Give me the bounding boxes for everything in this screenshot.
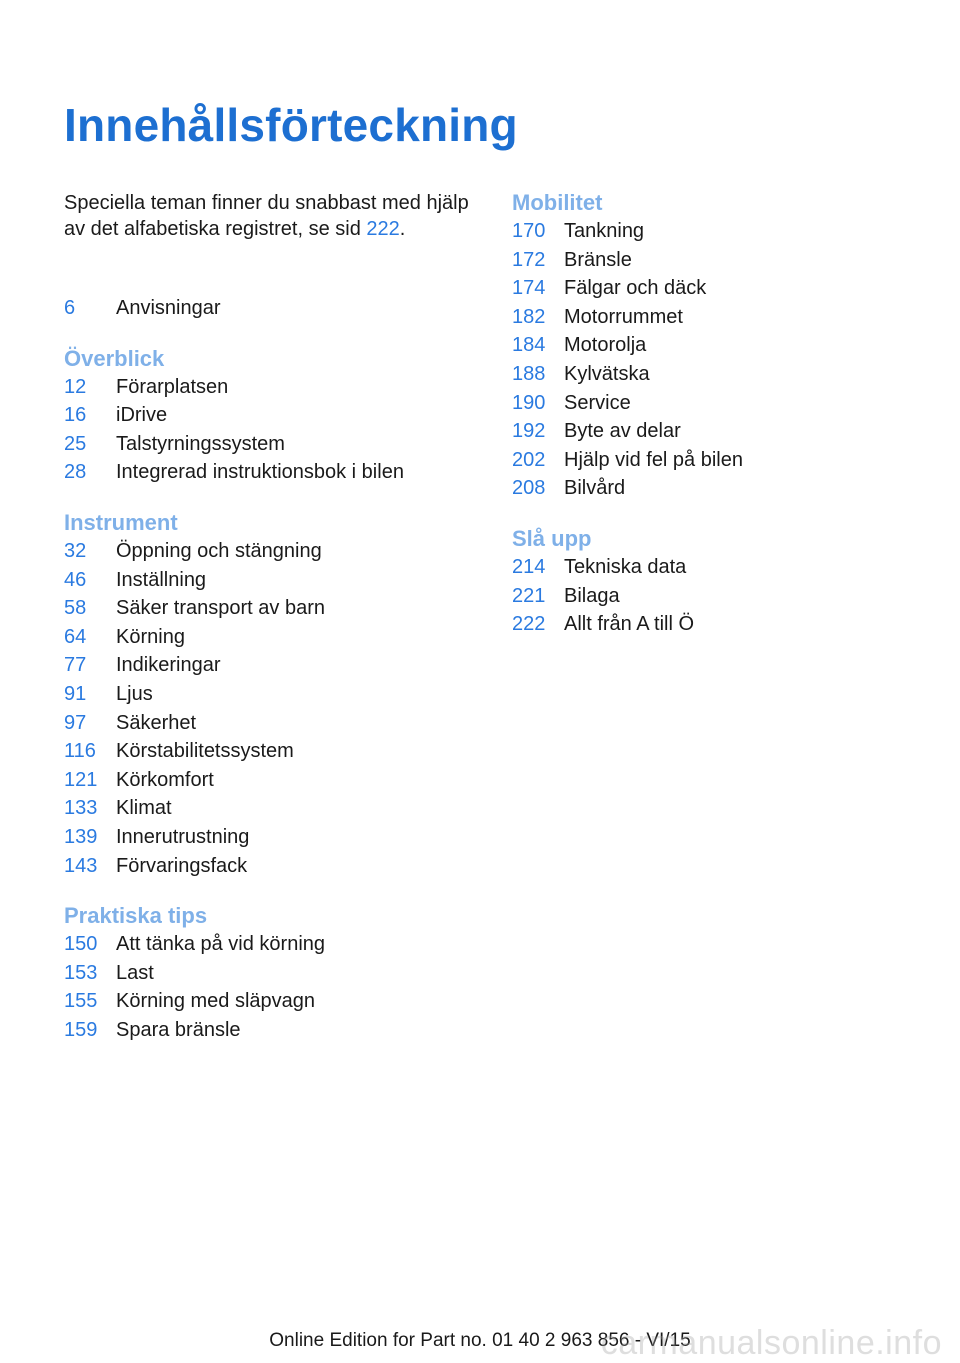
page-number[interactable]: 153 <box>64 961 98 984</box>
toc-entry[interactable] <box>512 331 932 360</box>
toc-section <box>64 294 484 323</box>
page-number[interactable]: 188 <box>512 362 546 385</box>
entry-label: Körning <box>116 625 185 648</box>
page-title: Innehållsförteckning <box>64 99 518 151</box>
page-number[interactable]: 58 <box>64 597 87 620</box>
page-number[interactable]: 159 <box>64 1018 98 1041</box>
toc-entry[interactable] <box>64 852 484 881</box>
page-number[interactable]: 91 <box>64 682 87 705</box>
toc-entry[interactable] <box>64 623 484 652</box>
toc-entry[interactable] <box>64 794 484 823</box>
entry-label: Hjälp vid fel på bilen <box>564 448 743 471</box>
entry-label: Service <box>564 391 631 414</box>
entry-label: Kylvätska <box>564 362 650 385</box>
toc-entry[interactable] <box>64 373 484 402</box>
page-number[interactable]: 97 <box>64 711 87 734</box>
toc-entry[interactable] <box>64 766 484 795</box>
toc-section <box>64 345 484 487</box>
toc-entry[interactable] <box>512 274 932 303</box>
page-number[interactable]: 139 <box>64 825 98 848</box>
toc-entry[interactable] <box>64 959 484 988</box>
entry-label: Säkerhet <box>116 711 197 734</box>
toc-column-right <box>512 189 932 639</box>
page-number[interactable]: 184 <box>512 334 546 357</box>
toc-entry[interactable] <box>512 553 932 582</box>
toc-entry[interactable] <box>512 217 932 246</box>
section-heading: Slå upp <box>512 525 592 551</box>
entry-label: Fälgar och däck <box>564 277 707 300</box>
entry-label: Tankning <box>564 220 645 242</box>
entry-label: Allt från A till Ö <box>564 613 695 636</box>
entry-label: Bilaga <box>564 584 620 607</box>
entry-label: Talstyrningssystem <box>116 432 285 455</box>
toc-entry[interactable] <box>512 417 932 446</box>
entry-label: Ljus <box>116 682 153 705</box>
intro-paragraph <box>64 190 484 242</box>
entry-label: Bilvård <box>564 477 626 500</box>
toc-entry[interactable] <box>512 246 932 275</box>
page-number[interactable]: 46 <box>64 568 87 591</box>
footer-edition: Online Edition for Part no. 01 40 2 963 856 - VI/15 <box>269 1330 691 1351</box>
intro-suffix: . <box>399 218 406 240</box>
page-number[interactable]: 143 <box>64 854 98 877</box>
toc-section <box>512 525 932 639</box>
toc-entry[interactable] <box>64 651 484 680</box>
intro-page-link[interactable]: 222 <box>366 218 400 240</box>
page-number[interactable]: 133 <box>64 797 98 820</box>
entry-label: Bränsle <box>564 248 632 271</box>
page-number[interactable]: 28 <box>64 461 87 484</box>
page-number[interactable]: 202 <box>512 448 546 471</box>
entry-label: Motorrummet <box>564 305 683 328</box>
page-number[interactable]: 121 <box>64 768 98 791</box>
page-number[interactable]: 150 <box>64 933 98 956</box>
entry-label: Öppning och stängning <box>116 539 322 562</box>
page-number[interactable]: 172 <box>512 248 546 271</box>
entry-label: Innerutrustning <box>116 825 250 848</box>
page-number[interactable]: 116 <box>64 740 96 763</box>
entry-label: Körning med släpvagn <box>116 990 316 1013</box>
toc-section <box>64 902 484 1044</box>
watermark: carmanualsonline.info <box>600 1324 942 1362</box>
toc-entry[interactable] <box>512 582 932 611</box>
toc-entry[interactable] <box>64 430 484 459</box>
page-number[interactable]: 64 <box>64 625 87 648</box>
toc-entry[interactable] <box>64 401 484 430</box>
intro-text: Speciella teman finner du snabbast med hjälp av det alfabetiska registret, se sid <box>64 192 469 240</box>
page-number[interactable]: 170 <box>512 220 546 242</box>
entry-label: Förarplatsen <box>116 375 229 398</box>
entry-label: Indikeringar <box>116 654 221 677</box>
toc-entry[interactable] <box>512 360 932 389</box>
toc-entry[interactable] <box>64 294 484 323</box>
entry-label: Inställning <box>116 568 207 591</box>
page-number[interactable]: 12 <box>64 375 87 398</box>
page-number[interactable]: 77 <box>64 654 87 677</box>
page-number[interactable]: 190 <box>512 391 546 414</box>
toc-entry[interactable] <box>64 709 484 738</box>
page-number[interactable]: 32 <box>64 539 87 562</box>
entry-label: Byte av delar <box>564 420 681 443</box>
toc-entry[interactable] <box>512 389 932 418</box>
page-number[interactable]: 155 <box>64 990 98 1013</box>
section-heading: Praktiska tips <box>64 903 208 929</box>
page-number[interactable]: 6 <box>64 297 76 319</box>
toc-entry[interactable] <box>64 680 484 709</box>
toc-entry[interactable] <box>64 987 484 1016</box>
toc-entry[interactable] <box>64 930 484 959</box>
entry-label: iDrive <box>116 404 168 427</box>
page-number[interactable]: 25 <box>64 432 87 455</box>
entry-label: Integrerad instruktionsbok i bilen <box>116 461 404 484</box>
toc-column-left <box>64 294 484 1044</box>
page-number[interactable]: 174 <box>512 277 546 300</box>
toc-entry[interactable] <box>64 458 484 487</box>
page-number[interactable]: 214 <box>512 555 546 578</box>
page-number[interactable]: 182 <box>512 305 546 328</box>
page-number[interactable]: 208 <box>512 477 546 500</box>
entry-label: Tekniska data <box>564 555 687 578</box>
section-heading: Överblick <box>64 345 165 371</box>
entry-label: Anvisningar <box>116 297 221 319</box>
toc-entry[interactable] <box>64 1016 484 1045</box>
entry-label: Spara bränsle <box>116 1018 241 1041</box>
toc-section <box>512 189 932 503</box>
page-number[interactable]: 222 <box>512 613 546 636</box>
entry-label: Last <box>116 961 154 984</box>
toc-entry[interactable] <box>512 303 932 332</box>
page-number[interactable]: 221 <box>512 584 546 607</box>
entry-label: Klimat <box>116 797 172 820</box>
section-heading: Mobilitet <box>512 190 603 215</box>
entry-label: Körstabilitetssystem <box>116 740 294 763</box>
toc-entry[interactable] <box>512 446 932 475</box>
entry-label: Säker transport av barn <box>116 597 325 620</box>
page-number[interactable]: 192 <box>512 420 546 443</box>
entry-label: Motorolja <box>564 334 647 357</box>
entry-label: Körkomfort <box>116 768 214 791</box>
toc-entry[interactable] <box>512 474 932 503</box>
toc-entry[interactable] <box>64 737 484 766</box>
entry-label: Förvaringsfack <box>116 854 248 877</box>
entry-label: Att tänka på vid körning <box>116 933 326 956</box>
toc-entry[interactable] <box>64 566 484 595</box>
toc-section <box>64 509 484 880</box>
toc-entry[interactable] <box>512 610 932 639</box>
toc-entry[interactable] <box>64 823 484 852</box>
toc-entry[interactable] <box>64 594 484 623</box>
section-heading: Instrument <box>64 509 178 535</box>
page-number[interactable]: 16 <box>64 404 87 427</box>
toc-entry[interactable] <box>64 537 484 566</box>
